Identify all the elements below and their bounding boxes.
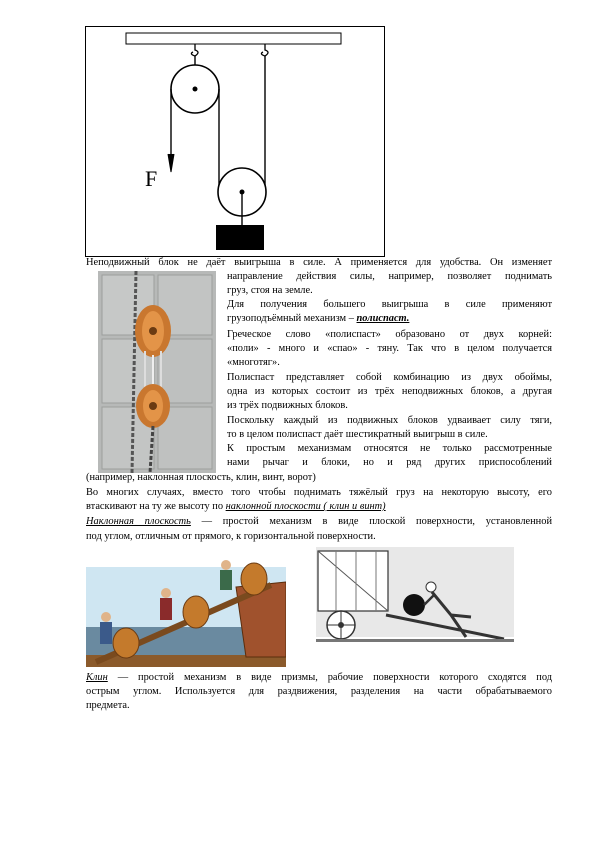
- text-line: направление действия силы, например, позволяет поднимать: [227, 271, 552, 282]
- text-line: «многотяг».: [227, 357, 280, 368]
- text-line: Греческое слово «полиспаст» образовано от двух корней:: [227, 329, 552, 340]
- load-weight: [216, 225, 264, 250]
- text-line: (например, наклонная плоскость, клин, винт, ворот): [86, 472, 316, 483]
- text-line: одна из которых состоит из трёх неподвижных блоков, а другая: [227, 386, 552, 397]
- text-line: Поскольку каждый из подвижных блоков удваивает силу тяги,: [227, 415, 552, 426]
- term-polyspast: полиспаст.: [356, 313, 410, 324]
- fixed-pulley-diagram: [85, 26, 385, 257]
- text-line: под углом, отличным от прямого, к горизонтальной поверхности.: [86, 531, 376, 542]
- ceiling-beam: [126, 33, 341, 44]
- term-inclined-plane: Наклонная плоскость: [86, 516, 191, 527]
- text-line: «поли» - много и «спао» - тяну. Так что в целом получается: [227, 343, 552, 354]
- force-label: F: [145, 166, 158, 191]
- text-line: втаскивают на ту же высоту по наклонной плоскости ( клин и винт): [86, 501, 386, 512]
- text-line: предмета.: [86, 700, 130, 711]
- text-line: Для получения большего выигрыша в силе применяют: [227, 299, 552, 310]
- term-inclined-plane-link: наклонной плоскости ( клин и винт): [225, 501, 386, 512]
- text-line: Клин — простой механизм в виде призмы, рабочие поверхности которого сходятся под: [86, 672, 552, 683]
- text-line: нами рычаг и блоки, но и ряд других приспособлений: [227, 457, 552, 468]
- text-line: острым углом. Используется для раздвижения, разделения на части обрабатываемого: [86, 686, 552, 697]
- text-line: Неподвижный блок не даёт выигрыша в силе. А применяется для удобства. Он изменяет: [86, 257, 552, 268]
- text-line: то в целом полиспаст даёт шестикратный выигрыш в силе.: [227, 429, 488, 440]
- text-line: К простым механизмам относятся не только рассмотренные: [227, 443, 552, 454]
- barrels-ramp-illustration: [86, 557, 286, 667]
- polyspast-photo: [98, 271, 216, 473]
- text-line: из трёх подвижных блоков.: [227, 400, 348, 411]
- text-line: груз, стоя на земле.: [227, 285, 313, 296]
- text-line: Во многих случаях, вместо того чтобы поднимать тяжёлый груз на некоторую высоту, его: [86, 487, 552, 498]
- cart-wedge-illustration: [316, 547, 514, 657]
- text-line: Полиспаст представляет собой комбинацию из двух обоймы,: [227, 372, 552, 383]
- term-wedge: Клин: [86, 672, 108, 683]
- text-line: грузоподъёмный механизм – полиспаст.: [227, 313, 410, 324]
- text-line: Наклонная плоскость — простой механизм в виде плоской поверхности, установленной: [86, 516, 552, 527]
